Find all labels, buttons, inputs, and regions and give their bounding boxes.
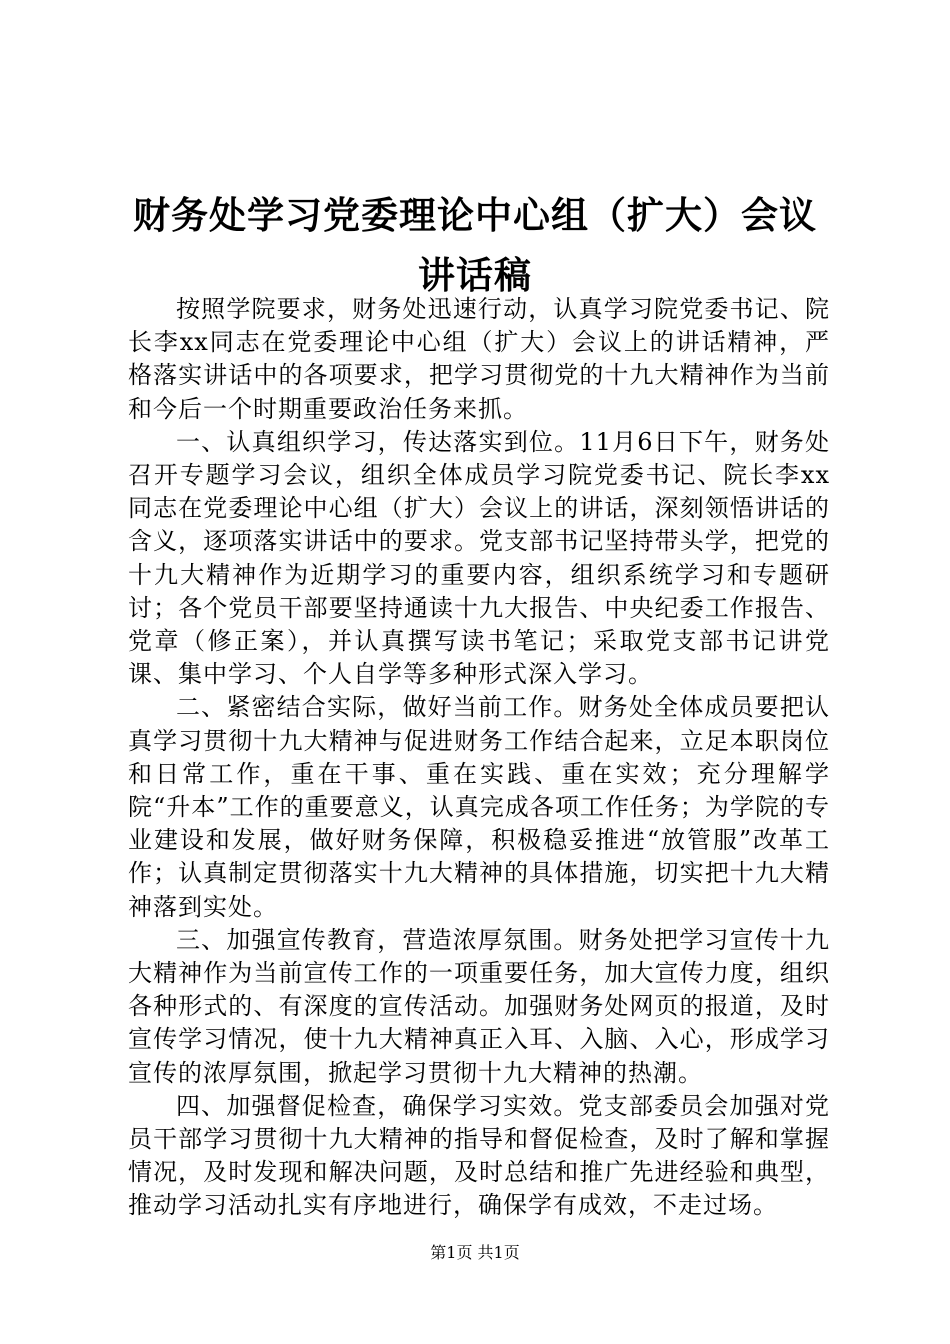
page-footer: 第1页 共1页 [430,1243,520,1262]
document-title: 财务处学习党委理论中心组（扩大）会议讲话稿 [133,192,817,297]
section-two-paragraph: 二、紧密结合实际，做好当前工作。财务处全体成员要把认真学习贯彻十九大精神与促进财务工作结合起来，立足本职岗位和日常工作，重在干事、重在实践、重在实效；充分理解学院“升本”工作的重要意义，认真完成各项工作任务；为学院的专业建设和发展，做好财务保障，积极稳妥推进“放管服”改革工作；认真制定贯彻落实十九大精神的具体措施，切实把十九大精神落到实处。 [128,693,830,921]
intro-paragraph: 按照学院要求，财务处迅速行动，认真学习院党委书记、院长李xx同志在党委理论中心组（扩大）会议上的讲话精神，严格落实讲话中的各项要求，把学习贯彻党的十九大精神作为当前和今后一个时期重要政治任务来抓。 [128,295,830,423]
section-three-paragraph: 三、加强宣传教育，营造浓厚氛围。财务处把学习宣传十九大精神作为当前宣传工作的一项重要任务，加大宣传力度，组织各种形式的、有深度的宣传活动。加强财务处网页的报道，及时宣传学习情况，使十九大精神真正入耳、入脑、入心，形成学习宣传的浓厚氛围，掀起学习贯彻十九大精神的热潮。 [128,925,830,1087]
document-body [128,293,830,1223]
section-four-paragraph: 四、加强督促检查，确保学习实效。党支部委员会加强对党员干部学习贯彻十九大精神的指导和督促检查，及时了解和掌握情况，及时发现和解决问题，及时总结和推广先进经验和典型，推动学习活动扎实有序地进行，确保学有成效，不走过场。 [128,1091,830,1220]
section-one-paragraph: 一、认真组织学习，传达落实到位。11月6日下午，财务处召开专题学习会议，组织全体成员学习院党委书记、院长李xx同志在党委理论中心组（扩大）会议上的讲话，深刻领悟讲话的含义，逐项落实讲话中的要求。党支部书记坚持带头学，把党的十九大精神作为近期学习的重要内容，组织系统学习和专题研讨；各个党员干部要坚持通读十九大报告、中央纪委工作报告、党章（修正案），并认真撰写读书笔记；采取党支部书记讲党课、集中学习、个人自学等多种形式深入学习。 [128,427,830,689]
